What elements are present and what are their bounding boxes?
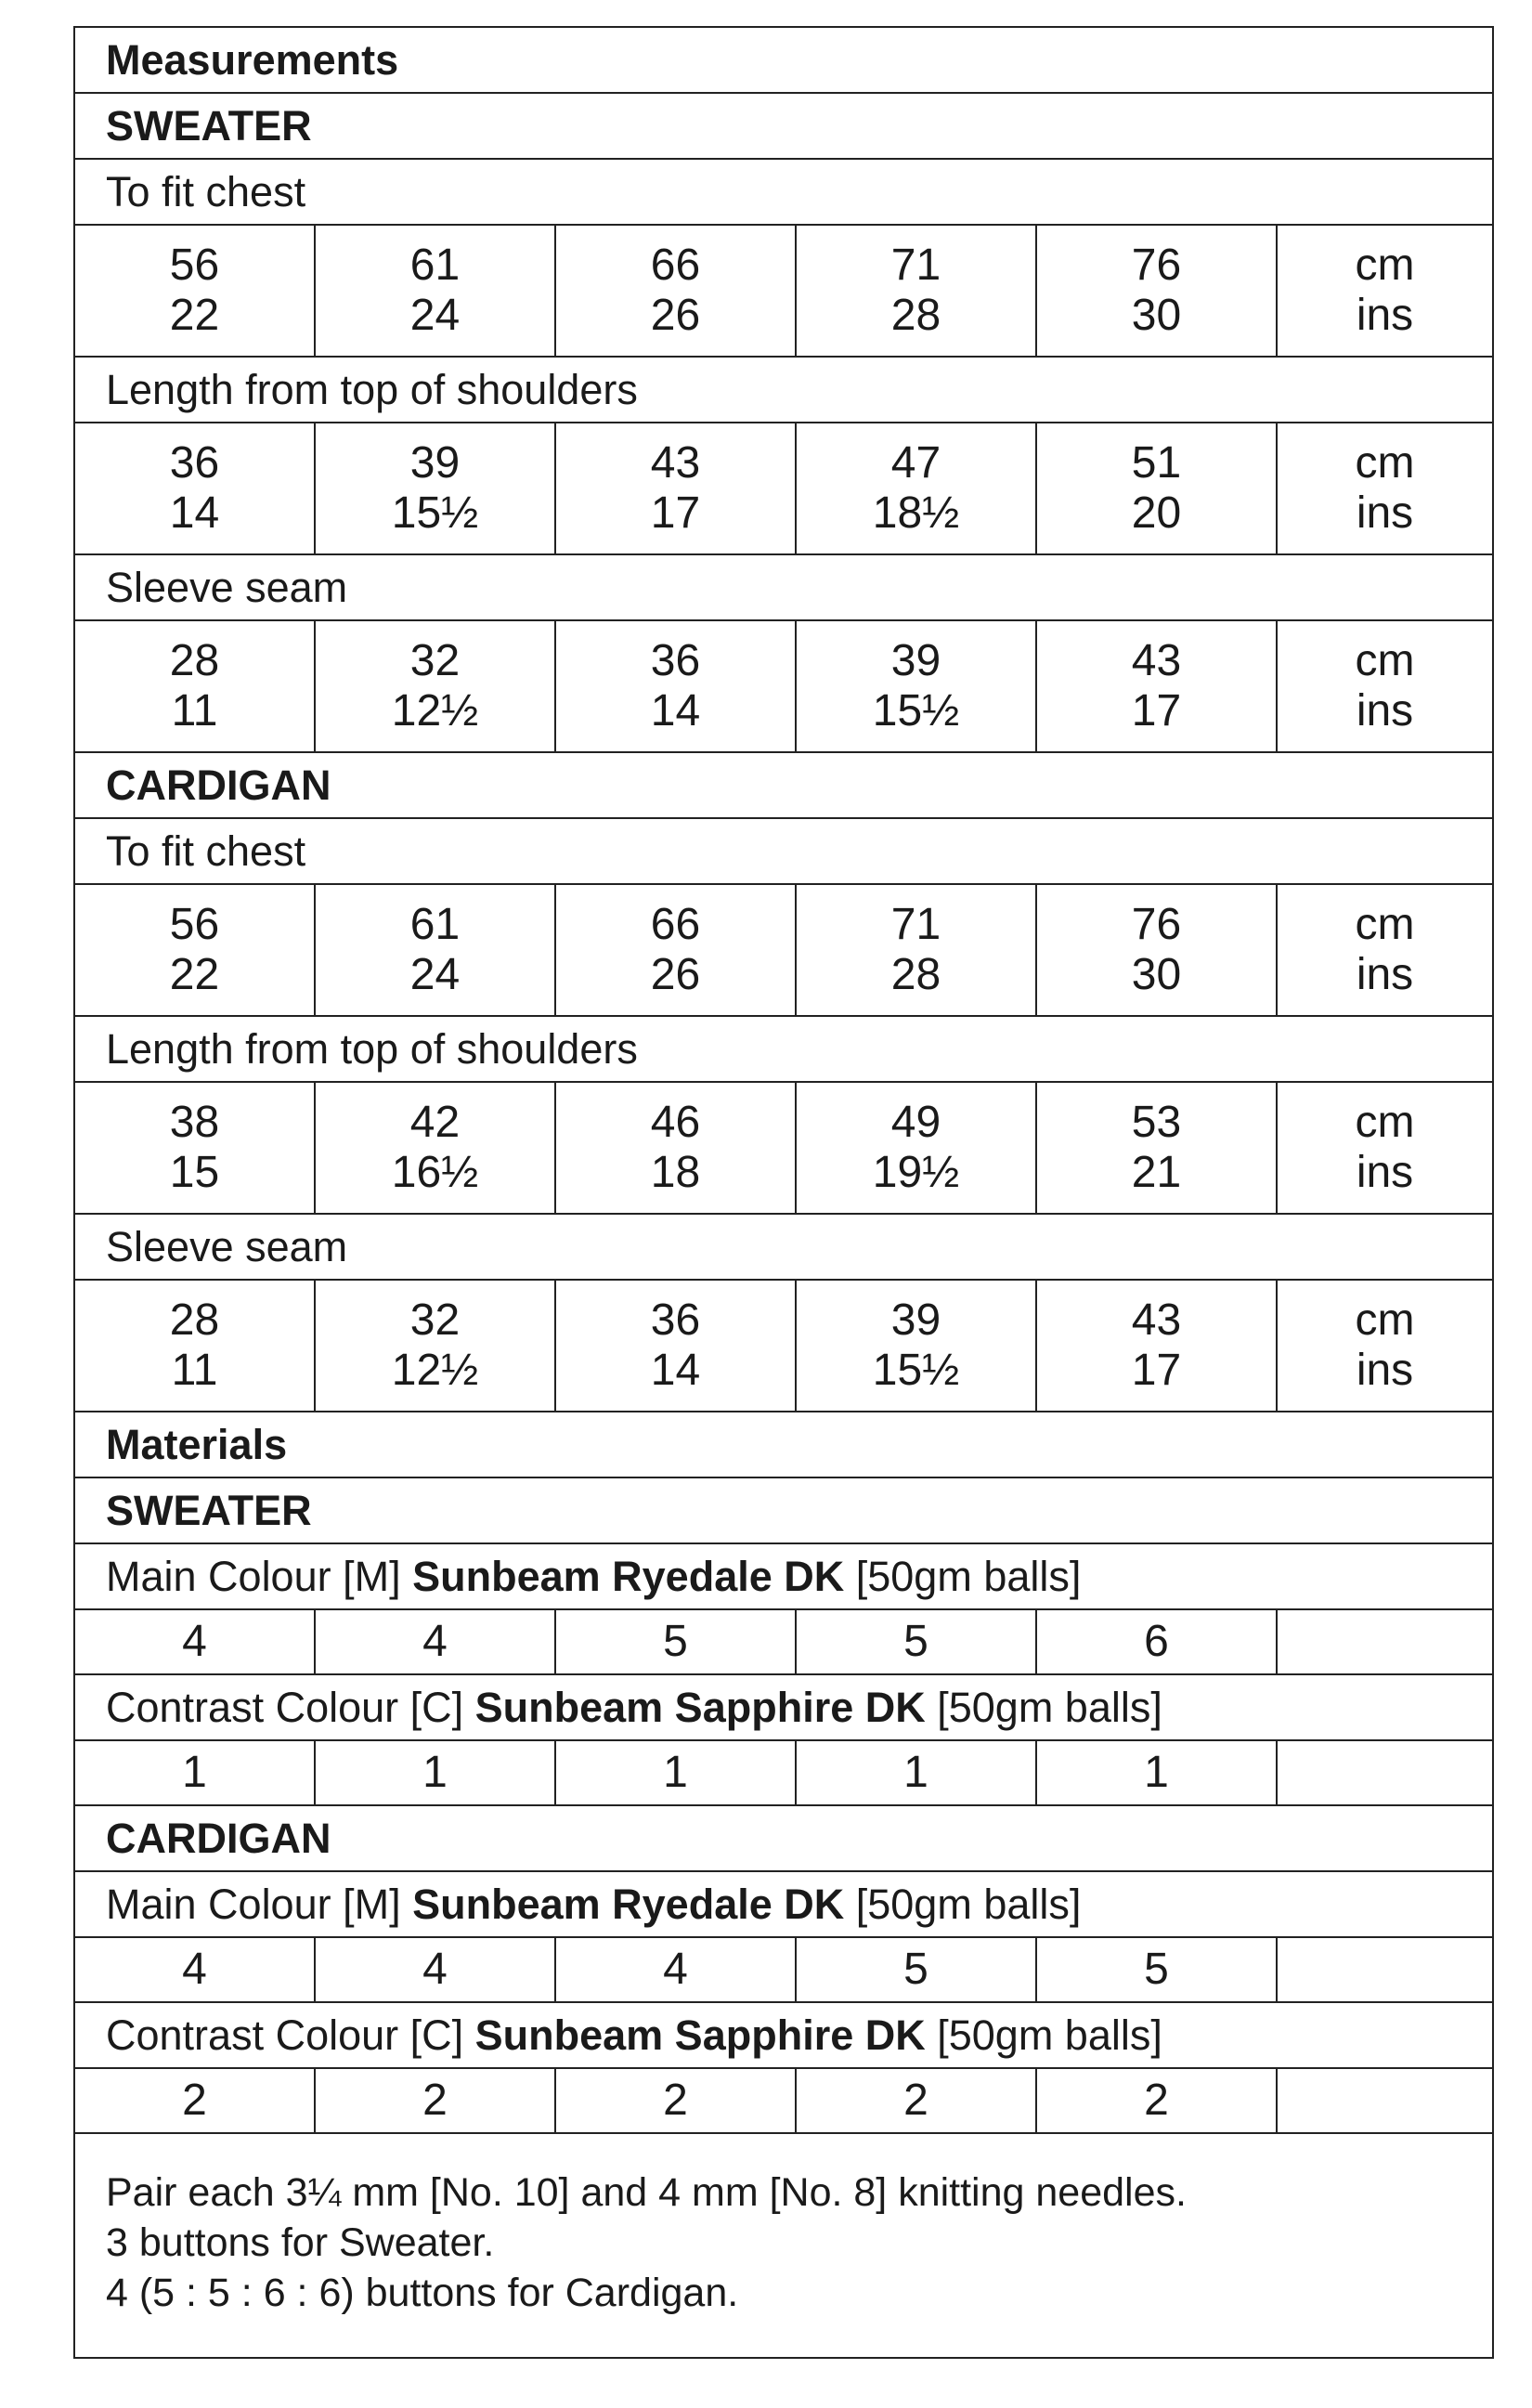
- size-4-qty: 5: [797, 1938, 1037, 2001]
- colour-prefix: Contrast Colour [C]: [106, 1683, 475, 1731]
- size-2-cell: [316, 1281, 556, 1411]
- ins-value: 12½: [391, 686, 479, 735]
- size-5-qty: 1: [1037, 1741, 1278, 1804]
- size-3-cell: [556, 621, 797, 751]
- cm-value: 49: [890, 1098, 941, 1147]
- cm-value: 46: [650, 1098, 701, 1147]
- needles-note: Pair each 3¼ mm [No. 10] and 4 mm [No. 8] knitting needles.: [106, 2170, 1187, 2215]
- size-3-cell: [556, 423, 797, 553]
- ins-value: 20: [1131, 488, 1182, 538]
- size-1-cell: [75, 226, 316, 356]
- yarn-name: Sunbeam Sapphire DK: [474, 2011, 926, 2059]
- ins-value: 11: [171, 1346, 218, 1395]
- unit-ins: ins: [1356, 1148, 1414, 1197]
- size-4-qty: 5: [797, 1610, 1037, 1673]
- cardigan-heading-text: CARDIGAN: [106, 761, 331, 809]
- cm-value: 47: [890, 438, 941, 488]
- size-1-qty: 1: [75, 1741, 316, 1804]
- unit-cm: cm: [1355, 241, 1415, 290]
- cardigan-sleeve-label: [75, 1215, 1492, 1281]
- empty-unit-cell: [1278, 1938, 1492, 2001]
- empty-unit-cell: [1278, 1610, 1492, 1673]
- cm-value: 36: [650, 1295, 701, 1345]
- cm-value: 76: [1131, 900, 1182, 949]
- cardigan-contrast-colour-quantities: [75, 2069, 1492, 2134]
- sweater-sleeve-label-text: Sleeve seam: [106, 563, 348, 611]
- sweater-main-colour-quantities: [75, 1610, 1492, 1675]
- size-2-qty: 4: [316, 1610, 556, 1673]
- cm-value: 28: [169, 636, 220, 685]
- ins-value: 19½: [872, 1148, 960, 1197]
- size-2-cell: [316, 1083, 556, 1213]
- size-2-cell: [316, 226, 556, 356]
- ins-value: 17: [1131, 1346, 1182, 1395]
- sweater-materials-heading: [75, 1478, 1492, 1544]
- ins-value: 30: [1131, 950, 1182, 999]
- yarn-unit: [50gm balls]: [925, 1683, 1162, 1731]
- empty-unit-cell: [1278, 2069, 1492, 2132]
- ins-value: 14: [650, 686, 701, 735]
- size-2-cell: [316, 423, 556, 553]
- cm-value: 43: [650, 438, 701, 488]
- ins-value: 15½: [872, 686, 960, 735]
- cm-value: 66: [650, 241, 701, 290]
- unit-cm: cm: [1355, 1098, 1415, 1147]
- size-5-qty: 2: [1037, 2069, 1278, 2132]
- yarn-unit: [50gm balls]: [844, 1880, 1082, 1928]
- size-3-cell: [556, 226, 797, 356]
- cm-value: 32: [409, 636, 461, 685]
- ins-value: 28: [890, 291, 941, 340]
- size-4-cell: [797, 423, 1037, 553]
- cm-value: 76: [1131, 241, 1182, 290]
- cm-value: 56: [169, 900, 220, 949]
- size-4-qty: 2: [797, 2069, 1037, 2132]
- ins-value: 18½: [872, 488, 960, 538]
- ins-value: 21: [1131, 1148, 1182, 1197]
- sweater-buttons-note: 3 buttons for Sweater.: [106, 2220, 495, 2265]
- size-3-qty: 2: [556, 2069, 797, 2132]
- sweater-length-label: [75, 358, 1492, 423]
- ins-value: 15½: [872, 1346, 960, 1395]
- unit-ins: ins: [1356, 950, 1414, 999]
- sweater-materials-heading-text: SWEATER: [106, 1486, 312, 1534]
- size-2-qty: 2: [316, 2069, 556, 2132]
- size-4-qty: 1: [797, 1741, 1037, 1804]
- unit-cm: cm: [1355, 1295, 1415, 1345]
- materials-notes: [75, 2134, 1492, 2357]
- ins-value: 14: [650, 1346, 701, 1395]
- ins-value: 18: [650, 1148, 701, 1197]
- materials-heading: [75, 1412, 1492, 1478]
- cardigan-main-colour-label: [75, 1872, 1492, 1938]
- size-4-cell: [797, 1083, 1037, 1213]
- sweater-main-colour-label: [75, 1544, 1492, 1610]
- ins-value: 22: [169, 950, 220, 999]
- size-1-cell: [75, 621, 316, 751]
- ins-value: 15: [169, 1148, 220, 1197]
- yarn-name: Sunbeam Sapphire DK: [474, 1683, 926, 1731]
- cm-value: 39: [890, 636, 941, 685]
- cm-value: 32: [409, 1295, 461, 1345]
- sweater-measurements-heading: [75, 94, 1492, 160]
- ins-value: 11: [171, 686, 218, 735]
- size-1-qty: 4: [75, 1938, 316, 2001]
- size-5-cell: [1037, 1281, 1278, 1411]
- sweater-length-label-text: Length from top of shoulders: [106, 365, 638, 413]
- yarn-name: Sunbeam Ryedale DK: [412, 1880, 845, 1928]
- cardigan-sleeve-label-text: Sleeve seam: [106, 1222, 348, 1270]
- cardigan-length-label: [75, 1017, 1492, 1083]
- cm-value: 56: [169, 241, 220, 290]
- sweater-chest-label: [75, 160, 1492, 226]
- ins-value: 22: [169, 291, 220, 340]
- unit-ins: ins: [1356, 686, 1414, 735]
- cm-value: 39: [409, 438, 461, 488]
- ins-value: 24: [409, 950, 461, 999]
- colour-prefix: Contrast Colour [C]: [106, 2011, 475, 2059]
- size-5-qty: 5: [1037, 1938, 1278, 2001]
- size-3-qty: 4: [556, 1938, 797, 2001]
- size-3-cell: [556, 885, 797, 1015]
- cm-value: 53: [1131, 1098, 1182, 1147]
- ins-value: 15½: [391, 488, 479, 538]
- cm-value: 28: [169, 1295, 220, 1345]
- size-1-cell: [75, 423, 316, 553]
- cm-value: 36: [169, 438, 220, 488]
- size-4-cell: [797, 226, 1037, 356]
- cardigan-chest-values: [75, 885, 1492, 1017]
- size-2-cell: [316, 621, 556, 751]
- colour-prefix: Main Colour [M]: [106, 1552, 413, 1600]
- unit-cm: cm: [1355, 438, 1415, 488]
- size-1-cell: [75, 885, 316, 1015]
- cardigan-length-values: [75, 1083, 1492, 1215]
- size-1-cell: [75, 1083, 316, 1213]
- cm-value: 43: [1131, 1295, 1182, 1345]
- ins-value: 26: [650, 291, 701, 340]
- empty-unit-cell: [1278, 1741, 1492, 1804]
- cardigan-materials-heading-text: CARDIGAN: [106, 1814, 331, 1862]
- size-3-qty: 5: [556, 1610, 797, 1673]
- ins-value: 30: [1131, 291, 1182, 340]
- ins-value: 28: [890, 950, 941, 999]
- cm-value: 43: [1131, 636, 1182, 685]
- cardigan-materials-heading: [75, 1806, 1492, 1872]
- cm-value: 61: [409, 241, 461, 290]
- size-5-cell: [1037, 423, 1278, 553]
- measurements-heading-text: Measurements: [106, 35, 399, 84]
- size-3-cell: [556, 1083, 797, 1213]
- sweater-chest-label-text: To fit chest: [106, 167, 306, 215]
- sweater-sleeve-label: [75, 555, 1492, 621]
- ins-value: 16½: [391, 1148, 479, 1197]
- cardigan-length-label-text: Length from top of shoulders: [106, 1024, 638, 1073]
- cm-value: 66: [650, 900, 701, 949]
- sweater-sleeve-values: [75, 621, 1492, 753]
- unit-cell: [1278, 1083, 1492, 1213]
- cm-value: 61: [409, 900, 461, 949]
- cm-value: 39: [890, 1295, 941, 1345]
- sweater-length-values: [75, 423, 1492, 555]
- colour-prefix: Main Colour [M]: [106, 1880, 413, 1928]
- ins-value: 24: [409, 291, 461, 340]
- cm-value: 42: [409, 1098, 461, 1147]
- size-4-cell: [797, 621, 1037, 751]
- cardigan-sleeve-values: [75, 1281, 1492, 1412]
- cardigan-chest-label: [75, 819, 1492, 885]
- unit-cm: cm: [1355, 900, 1415, 949]
- unit-cell: [1278, 226, 1492, 356]
- cardigan-chest-label-text: To fit chest: [106, 827, 306, 875]
- size-5-cell: [1037, 1083, 1278, 1213]
- yarn-unit: [50gm balls]: [925, 2011, 1162, 2059]
- cm-value: 51: [1131, 438, 1182, 488]
- sweater-contrast-colour-label: [75, 1675, 1492, 1741]
- size-5-qty: 6: [1037, 1610, 1278, 1673]
- unit-ins: ins: [1356, 1346, 1414, 1395]
- unit-ins: ins: [1356, 488, 1414, 538]
- size-5-cell: [1037, 226, 1278, 356]
- measurements-heading: [75, 28, 1492, 94]
- sweater-heading-text: SWEATER: [106, 101, 312, 150]
- cardigan-measurements-heading: [75, 753, 1492, 819]
- size-1-cell: [75, 1281, 316, 1411]
- size-1-qty: 2: [75, 2069, 316, 2132]
- unit-cell: [1278, 621, 1492, 751]
- unit-ins: ins: [1356, 291, 1414, 340]
- size-2-cell: [316, 885, 556, 1015]
- ins-value: 17: [1131, 686, 1182, 735]
- size-1-qty: 4: [75, 1610, 316, 1673]
- unit-cell: [1278, 423, 1492, 553]
- unit-cell: [1278, 885, 1492, 1015]
- yarn-name: Sunbeam Ryedale DK: [412, 1552, 845, 1600]
- size-2-qty: 1: [316, 1741, 556, 1804]
- unit-cell: [1278, 1281, 1492, 1411]
- ins-value: 26: [650, 950, 701, 999]
- cm-value: 71: [890, 900, 941, 949]
- size-2-qty: 4: [316, 1938, 556, 2001]
- cm-value: 38: [169, 1098, 220, 1147]
- measurements-materials-table: [73, 26, 1494, 2359]
- size-5-cell: [1037, 885, 1278, 1015]
- cm-value: 36: [650, 636, 701, 685]
- sweater-chest-values: [75, 226, 1492, 358]
- ins-value: 12½: [391, 1346, 479, 1395]
- materials-heading-text: Materials: [106, 1420, 288, 1468]
- size-3-qty: 1: [556, 1741, 797, 1804]
- yarn-unit: [50gm balls]: [844, 1552, 1082, 1600]
- size-4-cell: [797, 1281, 1037, 1411]
- size-5-cell: [1037, 621, 1278, 751]
- cardigan-contrast-colour-label: [75, 2003, 1492, 2069]
- ins-value: 14: [169, 488, 220, 538]
- cardigan-main-colour-quantities: [75, 1938, 1492, 2003]
- unit-cm: cm: [1355, 636, 1415, 685]
- cardigan-buttons-note: 4 (5 : 5 : 6 : 6) buttons for Cardigan.: [106, 2271, 739, 2315]
- cm-value: 71: [890, 241, 941, 290]
- size-3-cell: [556, 1281, 797, 1411]
- size-4-cell: [797, 885, 1037, 1015]
- ins-value: 17: [650, 488, 701, 538]
- sweater-contrast-colour-quantities: [75, 1741, 1492, 1806]
